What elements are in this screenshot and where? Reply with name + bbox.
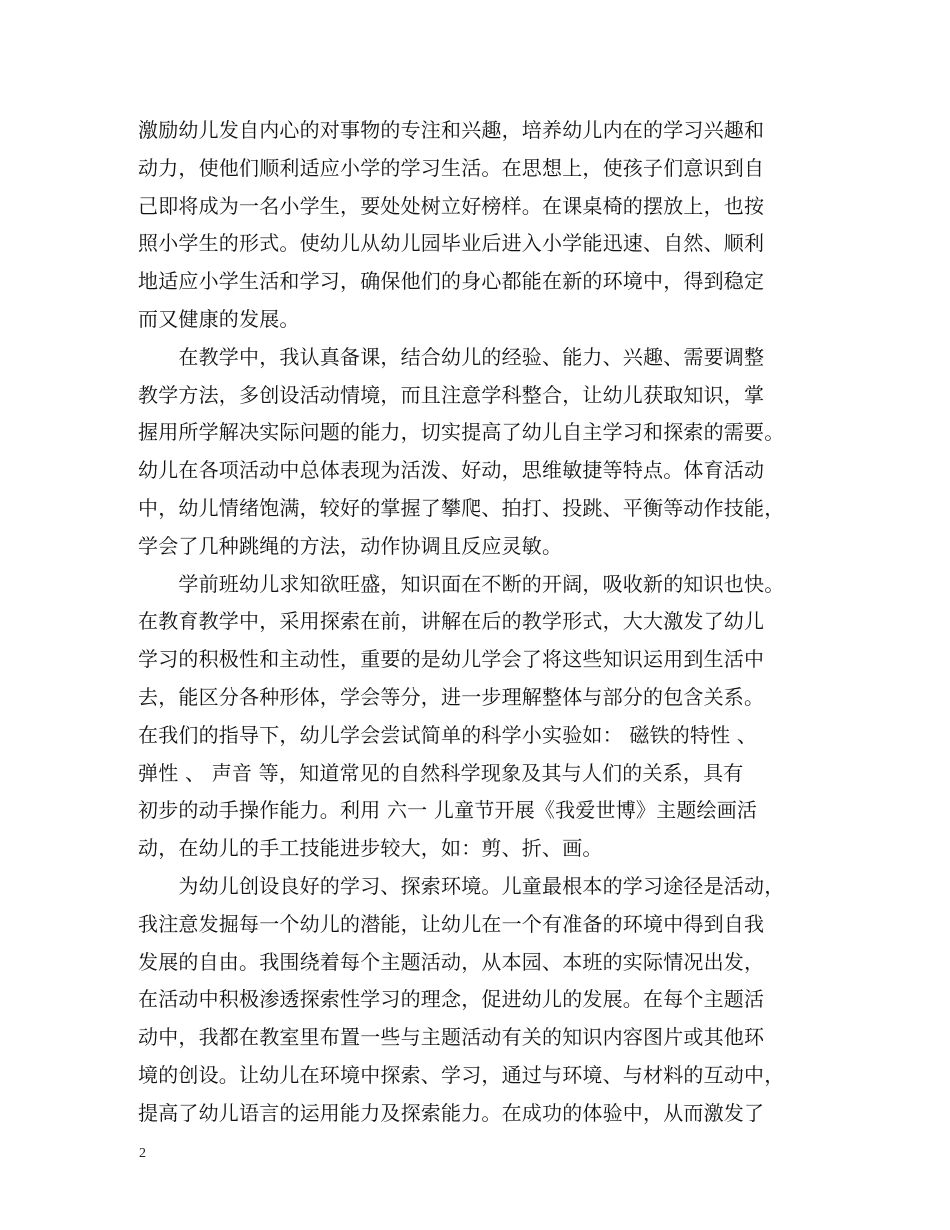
text-line: 我注意发掘每一个幼儿的潜能，让幼儿在一个有准备的环境中得到自我 <box>138 911 765 936</box>
text-line: 握用所学解决实际问题的能力，切实提高了幼儿自主学习和探索的需要。 <box>138 420 785 445</box>
text-line: 在教育教学中，采用探索在前，讲解在后的教学形式，大大激发了幼儿 <box>138 609 765 634</box>
text-line: 在活动中积极渗透探索性学习的理念，促进幼儿的发展。在每个主题活 <box>138 987 765 1012</box>
text-line: 动力，使他们顺利适应小学的学习生活。在思想上，使孩子们意识到自 <box>138 155 765 180</box>
text-line: 地适应小学生活和学习，确保他们的身心都能在新的环境中，得到稳定 <box>138 269 765 294</box>
text-line: 去，能区分各种形体，学会等分，进一步理解整体与部分的包含关系。 <box>138 684 765 709</box>
text-line: 而又健康的发展。 <box>138 306 300 331</box>
text-line: 发展的自由。我围绕着每个主题活动，从本园、本班的实际情况出发， <box>138 949 765 974</box>
text-line: 在我们的指导下，幼儿学会尝试简单的科学小实验如： 磁铁的特性 、 <box>138 722 758 747</box>
page-number: 2 <box>139 1146 146 1161</box>
text-line: 己即将成为一名小学生，要处处树立好榜样。在课桌椅的摆放上，也按 <box>138 193 765 218</box>
text-line: 中，幼儿情绪饱满，较好的掌握了攀爬、拍打、投跳、平衡等动作技能， <box>138 495 785 520</box>
text-line: 激励幼儿发自内心的对事物的专注和兴趣，培养幼儿内在的学习兴趣和 <box>138 118 765 142</box>
text-line: 在教学中，我认真备课，结合幼儿的经验、能力、兴趣、需要调整 <box>138 344 765 369</box>
text-line: 动，在幼儿的手工技能进步较大，如：剪、折、画。 <box>138 836 603 861</box>
text-line: 提高了幼儿语言的运用能力及探索能力。在成功的体验中，从而激发了 <box>138 1100 765 1125</box>
text-line: 动中，我都在教室里布置一些与主题活动有关的知识内容图片或其他环 <box>138 1025 765 1050</box>
body-text <box>138 112 828 1133</box>
text-line: 初步的动手操作能力。利用 六一 儿童节开展《我爱世博》主题绘画活 <box>138 798 758 823</box>
text-line: 学习的积极性和主动性，重要的是幼儿学会了将这些知识运用到生活中 <box>138 647 765 672</box>
text-line: 照小学生的形式。使幼儿从幼儿园毕业后进入小学能迅速、自然、顺利 <box>138 231 765 256</box>
text-line: 教学方法，多创设活动情境，而且注意学科整合，让幼儿获取知识，掌 <box>138 382 765 407</box>
text-line: 学会了几种跳绳的方法，动作协调且反应灵敏。 <box>138 533 563 558</box>
text-line: 为幼儿创设良好的学习、探索环境。儿童最根本的学习途径是活动， <box>138 873 785 898</box>
text-line: 幼儿在各项活动中总体表现为活泼、好动，思维敏捷等特点。体育活动 <box>138 458 765 483</box>
text-line: 学前班幼儿求知欲旺盛，知识面在不断的开阔，吸收新的知识也快。 <box>138 571 785 596</box>
text-line: 弹性 、 声音 等，知道常见的自然科学现象及其与人们的关系，具有 <box>138 760 744 785</box>
text-line: 境的创设。让幼儿在环境中探索、学习，通过与环境、与材料的互动中， <box>138 1062 785 1087</box>
